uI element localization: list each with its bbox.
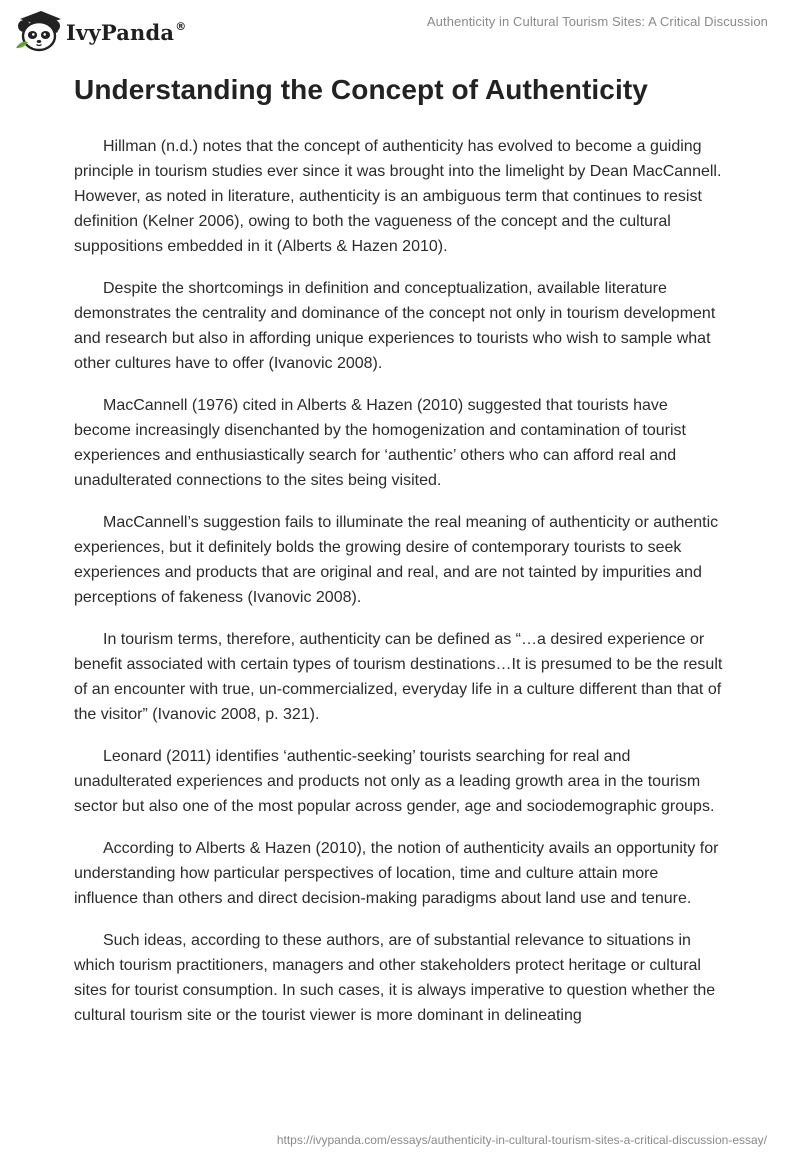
- panda-logo-icon: [14, 8, 62, 54]
- paragraph: Hillman (n.d.) notes that the concept of authenticity has evolved to become a guiding principle in tourism studies ever since it was brought into the limelight by Dean MacCannell. However, as noted in literature, authenticity is an ambiguous term that continues to resist definition (Kelner 2006), owing to both the vagueness of the concept and the cultural suppositions embedded in it (Alberts & Hazen 2010).: [74, 138, 722, 255]
- registered-mark: ®: [175, 19, 187, 33]
- page-header: [0, 0, 800, 60]
- paragraph: According to Alberts & Hazen (2010), the notion of authenticity avails an opportunity for understanding how particular perspectives of location, time and culture attain more influence than others and direct decision-making paradigms about land use and tenure.: [74, 840, 719, 907]
- logo-text: IvyPanda: [66, 19, 175, 45]
- paragraph: MacCannell (1976) cited in Alberts & Hazen (2010) suggested that tourists have become increasingly disenchanted by the homogenization and contamination of tourist experiences and enthusiastically search for ‘authentic’ others who can afford real and unadulterated connections to the sites being visited.: [74, 397, 686, 489]
- paragraph: MacCannell’s suggestion fails to illuminate the real meaning of authenticity or authentic experiences, but it definitely bolds the growing desire of contemporary tourists to seek experiences and products that are original and real, and are not tainted by impurities and perceptions of fakeness (Ivanovic 2008).: [74, 514, 719, 606]
- document-title: Authenticity in Cultural Tourism Sites: A Critical Discussion: [426, 14, 768, 29]
- logo-wordmark: [66, 20, 186, 45]
- section-heading: Understanding the Concept of Authenticity: [74, 74, 648, 105]
- paragraph: Leonard (2011) identifies ‘authentic-seeking’ tourists searching for real and unadulterated experiences and products not only as a leading growth area in the tourism sector but also one of the most popular across gender, age and sociodemographic groups.: [74, 748, 715, 815]
- paragraph: Despite the shortcomings in definition and conceptualization, available literature demonstrates the centrality and dominance of the concept not only in tourism development and research but also in affording unique experiences to tourists who wish to sample what other cultures have to offer (Ivanovic 2008).: [74, 280, 716, 372]
- paragraph: In tourism terms, therefore, authenticity can be defined as “…a desired experience or benefit associated with certain types of tourism destinations…It is presumed to be the result of an encounter with true, un-commercialized, everyday life in a culture different than that of the visitor” (Ivanovic 2008, p. 321).: [74, 631, 723, 723]
- source-url[interactable]: https://ivypanda.com/essays/authenticity-in-cultural-tourism-sites-a-critical-discussion-essay/: [276, 1133, 767, 1147]
- article-body: [74, 70, 726, 1045]
- ivypanda-logo[interactable]: [14, 8, 186, 54]
- paragraph: Such ideas, according to these authors, are of substantial relevance to situations in which tourism practitioners, managers and other stakeholders protect heritage or cultural sites for tourist consumption. In such cases, it is always imperative to question whether the cultural tourism site or the tourist viewer is more dominant in delineating: [74, 932, 716, 1024]
